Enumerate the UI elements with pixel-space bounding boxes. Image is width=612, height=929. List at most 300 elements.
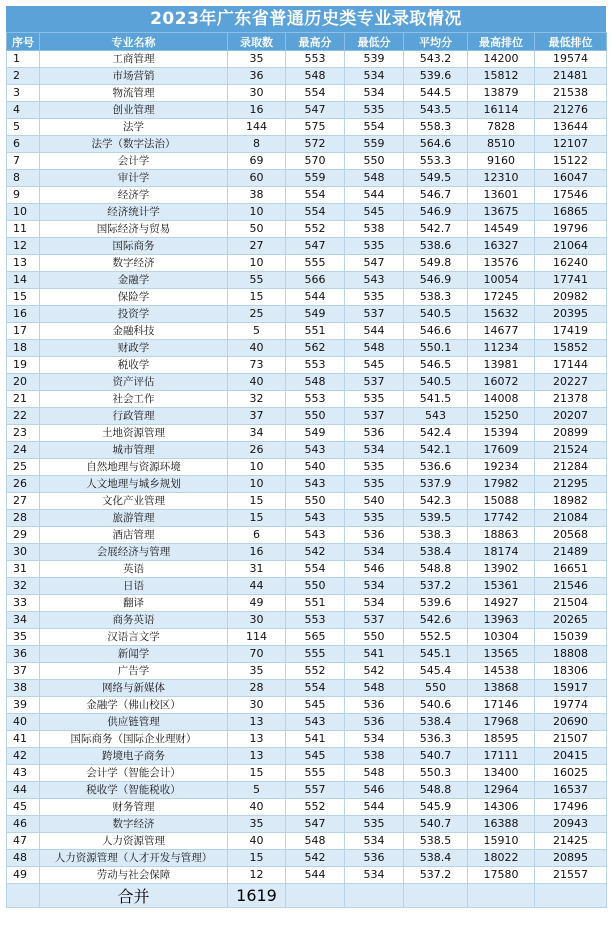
table-row bbox=[7, 748, 607, 765]
table-row bbox=[7, 663, 607, 680]
cell-major-name: 人力资源管理（人才开发与管理） bbox=[40, 850, 228, 867]
cell-seq: 40 bbox=[7, 714, 40, 731]
cell-lowest-rank: 20568 bbox=[535, 527, 607, 544]
cell-avg-score: 548.8 bbox=[404, 561, 468, 578]
cell-max-score: 545 bbox=[286, 697, 345, 714]
header-avg-score: 平均分 bbox=[404, 33, 468, 51]
cell-admitted-count: 50 bbox=[228, 221, 286, 238]
cell-major-name: 网络与新媒体 bbox=[40, 680, 228, 697]
cell-seq: 37 bbox=[7, 663, 40, 680]
cell-avg-score: 546.7 bbox=[404, 187, 468, 204]
cell-major-name: 城市管理 bbox=[40, 442, 228, 459]
cell-seq: 9 bbox=[7, 187, 40, 204]
cell-avg-score: 538.3 bbox=[404, 527, 468, 544]
header-admitted-count: 录取数 bbox=[228, 33, 286, 51]
cell-avg-score: 538.5 bbox=[404, 833, 468, 850]
cell-max-score: 552 bbox=[286, 221, 345, 238]
cell-admitted-count: 144 bbox=[228, 119, 286, 136]
cell-seq: 30 bbox=[7, 544, 40, 561]
cell-min-score: 535 bbox=[345, 289, 404, 306]
cell-major-name: 法学 bbox=[40, 119, 228, 136]
cell-lowest-rank: 20207 bbox=[535, 408, 607, 425]
cell-admitted-count: 6 bbox=[228, 527, 286, 544]
cell-admitted-count: 49 bbox=[228, 595, 286, 612]
cell-admitted-count: 73 bbox=[228, 357, 286, 374]
table-row bbox=[7, 510, 607, 527]
cell-max-score: 562 bbox=[286, 340, 345, 357]
cell-max-score: 547 bbox=[286, 102, 345, 119]
cell-min-score: 534 bbox=[345, 85, 404, 102]
cell-seq: 49 bbox=[7, 867, 40, 884]
cell-highest-rank: 16327 bbox=[468, 238, 535, 255]
cell-lowest-rank: 17741 bbox=[535, 272, 607, 289]
cell-max-score: 549 bbox=[286, 306, 345, 323]
cell-seq: 17 bbox=[7, 323, 40, 340]
cell-lowest-rank: 18982 bbox=[535, 493, 607, 510]
cell-min-score: 536 bbox=[345, 425, 404, 442]
cell-highest-rank: 15361 bbox=[468, 578, 535, 595]
cell-avg-score: 540.7 bbox=[404, 816, 468, 833]
cell-major-name: 社会工作 bbox=[40, 391, 228, 408]
cell-highest-rank: 9160 bbox=[468, 153, 535, 170]
cell-seq: 2 bbox=[7, 68, 40, 85]
table-row bbox=[7, 731, 607, 748]
cell-max-score: 548 bbox=[286, 833, 345, 850]
cell-seq: 46 bbox=[7, 816, 40, 833]
cell-seq: 38 bbox=[7, 680, 40, 697]
header-max-score: 最高分 bbox=[286, 33, 345, 51]
cell-max-score: 553 bbox=[286, 357, 345, 374]
table-row bbox=[7, 527, 607, 544]
cell-lowest-rank: 21378 bbox=[535, 391, 607, 408]
cell-admitted-count: 15 bbox=[228, 289, 286, 306]
cell-lowest-rank: 20943 bbox=[535, 816, 607, 833]
cell-highest-rank: 14008 bbox=[468, 391, 535, 408]
cell-lowest-rank: 20415 bbox=[535, 748, 607, 765]
cell-min-score: 548 bbox=[345, 170, 404, 187]
cell-major-name: 国际经济与贸易 bbox=[40, 221, 228, 238]
cell-avg-score: 538.3 bbox=[404, 289, 468, 306]
total-empty bbox=[286, 884, 345, 908]
cell-lowest-rank: 12107 bbox=[535, 136, 607, 153]
cell-highest-rank: 12310 bbox=[468, 170, 535, 187]
cell-lowest-rank: 21295 bbox=[535, 476, 607, 493]
cell-avg-score: 542.1 bbox=[404, 442, 468, 459]
table-row bbox=[7, 425, 607, 442]
cell-min-score: 535 bbox=[345, 459, 404, 476]
cell-major-name: 酒店管理 bbox=[40, 527, 228, 544]
cell-major-name: 跨境电子商务 bbox=[40, 748, 228, 765]
cell-avg-score: 538.6 bbox=[404, 238, 468, 255]
cell-lowest-rank: 20227 bbox=[535, 374, 607, 391]
cell-max-score: 572 bbox=[286, 136, 345, 153]
cell-major-name: 供应链管理 bbox=[40, 714, 228, 731]
cell-seq: 48 bbox=[7, 850, 40, 867]
header-lowest-rank: 最低排位 bbox=[535, 33, 607, 51]
table-row bbox=[7, 629, 607, 646]
table-row bbox=[7, 612, 607, 629]
cell-min-score: 544 bbox=[345, 187, 404, 204]
cell-highest-rank: 18595 bbox=[468, 731, 535, 748]
cell-seq: 31 bbox=[7, 561, 40, 578]
cell-lowest-rank: 15917 bbox=[535, 680, 607, 697]
cell-lowest-rank: 18306 bbox=[535, 663, 607, 680]
table-row bbox=[7, 799, 607, 816]
cell-min-score: 535 bbox=[345, 102, 404, 119]
cell-seq: 34 bbox=[7, 612, 40, 629]
cell-avg-score: 543.2 bbox=[404, 51, 468, 68]
cell-seq: 15 bbox=[7, 289, 40, 306]
cell-seq: 13 bbox=[7, 255, 40, 272]
total-empty bbox=[535, 884, 607, 908]
table-row bbox=[7, 867, 607, 884]
cell-max-score: 554 bbox=[286, 204, 345, 221]
cell-highest-rank: 15250 bbox=[468, 408, 535, 425]
total-empty bbox=[468, 884, 535, 908]
table-row bbox=[7, 119, 607, 136]
cell-highest-rank: 16072 bbox=[468, 374, 535, 391]
cell-major-name: 经济统计学 bbox=[40, 204, 228, 221]
cell-major-name: 金融学 bbox=[40, 272, 228, 289]
cell-avg-score: 540.5 bbox=[404, 306, 468, 323]
cell-max-score: 554 bbox=[286, 561, 345, 578]
table-body bbox=[7, 51, 607, 884]
cell-min-score: 550 bbox=[345, 153, 404, 170]
table-row bbox=[7, 272, 607, 289]
cell-lowest-rank: 16025 bbox=[535, 765, 607, 782]
cell-avg-score: 538.4 bbox=[404, 714, 468, 731]
table-row bbox=[7, 306, 607, 323]
cell-seq: 29 bbox=[7, 527, 40, 544]
cell-highest-rank: 17742 bbox=[468, 510, 535, 527]
cell-major-name: 工商管理 bbox=[40, 51, 228, 68]
cell-highest-rank: 13565 bbox=[468, 646, 535, 663]
cell-min-score: 534 bbox=[345, 867, 404, 884]
cell-max-score: 549 bbox=[286, 425, 345, 442]
cell-admitted-count: 16 bbox=[228, 544, 286, 561]
cell-seq: 26 bbox=[7, 476, 40, 493]
cell-avg-score: 538.4 bbox=[404, 544, 468, 561]
cell-admitted-count: 70 bbox=[228, 646, 286, 663]
cell-max-score: 553 bbox=[286, 391, 345, 408]
cell-lowest-rank: 17419 bbox=[535, 323, 607, 340]
cell-min-score: 538 bbox=[345, 221, 404, 238]
cell-highest-rank: 13400 bbox=[468, 765, 535, 782]
cell-min-score: 538 bbox=[345, 748, 404, 765]
cell-seq: 47 bbox=[7, 833, 40, 850]
cell-lowest-rank: 16651 bbox=[535, 561, 607, 578]
cell-avg-score: 550.3 bbox=[404, 765, 468, 782]
cell-max-score: 552 bbox=[286, 799, 345, 816]
cell-admitted-count: 60 bbox=[228, 170, 286, 187]
cell-min-score: 534 bbox=[345, 731, 404, 748]
cell-lowest-rank: 19774 bbox=[535, 697, 607, 714]
cell-seq: 6 bbox=[7, 136, 40, 153]
table-row bbox=[7, 68, 607, 85]
cell-major-name: 投资学 bbox=[40, 306, 228, 323]
cell-admitted-count: 15 bbox=[228, 765, 286, 782]
cell-admitted-count: 30 bbox=[228, 612, 286, 629]
cell-max-score: 547 bbox=[286, 816, 345, 833]
total-empty bbox=[404, 884, 468, 908]
cell-avg-score: 546.5 bbox=[404, 357, 468, 374]
cell-min-score: 537 bbox=[345, 374, 404, 391]
cell-highest-rank: 17968 bbox=[468, 714, 535, 731]
cell-admitted-count: 32 bbox=[228, 391, 286, 408]
cell-seq: 18 bbox=[7, 340, 40, 357]
cell-lowest-rank: 15039 bbox=[535, 629, 607, 646]
cell-highest-rank: 14200 bbox=[468, 51, 535, 68]
cell-highest-rank: 14927 bbox=[468, 595, 535, 612]
cell-lowest-rank: 16240 bbox=[535, 255, 607, 272]
cell-max-score: 550 bbox=[286, 408, 345, 425]
table-row bbox=[7, 476, 607, 493]
cell-admitted-count: 30 bbox=[228, 697, 286, 714]
cell-avg-score: 538.4 bbox=[404, 850, 468, 867]
table-row bbox=[7, 51, 607, 68]
cell-avg-score: 542.3 bbox=[404, 493, 468, 510]
header-major-name: 专业名称 bbox=[40, 33, 228, 51]
cell-max-score: 566 bbox=[286, 272, 345, 289]
cell-min-score: 544 bbox=[345, 799, 404, 816]
cell-max-score: 557 bbox=[286, 782, 345, 799]
cell-highest-rank: 16388 bbox=[468, 816, 535, 833]
cell-admitted-count: 13 bbox=[228, 731, 286, 748]
cell-avg-score: 544.5 bbox=[404, 85, 468, 102]
cell-major-name: 数字经济 bbox=[40, 255, 228, 272]
cell-min-score: 550 bbox=[345, 629, 404, 646]
cell-min-score: 537 bbox=[345, 408, 404, 425]
cell-lowest-rank: 17496 bbox=[535, 799, 607, 816]
header-seq: 序号 bbox=[7, 33, 40, 51]
cell-admitted-count: 37 bbox=[228, 408, 286, 425]
cell-min-score: 535 bbox=[345, 476, 404, 493]
cell-min-score: 559 bbox=[345, 136, 404, 153]
cell-seq: 19 bbox=[7, 357, 40, 374]
cell-admitted-count: 38 bbox=[228, 187, 286, 204]
table-row bbox=[7, 374, 607, 391]
table-row bbox=[7, 646, 607, 663]
cell-seq: 1 bbox=[7, 51, 40, 68]
cell-highest-rank: 14538 bbox=[468, 663, 535, 680]
table-row bbox=[7, 136, 607, 153]
cell-lowest-rank: 21064 bbox=[535, 238, 607, 255]
table-row bbox=[7, 323, 607, 340]
cell-admitted-count: 55 bbox=[228, 272, 286, 289]
cell-lowest-rank: 13644 bbox=[535, 119, 607, 136]
cell-min-score: 536 bbox=[345, 850, 404, 867]
cell-admitted-count: 13 bbox=[228, 748, 286, 765]
cell-admitted-count: 13 bbox=[228, 714, 286, 731]
cell-avg-score: 542.4 bbox=[404, 425, 468, 442]
cell-admitted-count: 10 bbox=[228, 459, 286, 476]
cell-max-score: 547 bbox=[286, 238, 345, 255]
cell-admitted-count: 30 bbox=[228, 85, 286, 102]
cell-lowest-rank: 20982 bbox=[535, 289, 607, 306]
cell-avg-score: 564.6 bbox=[404, 136, 468, 153]
table-row bbox=[7, 850, 607, 867]
cell-admitted-count: 69 bbox=[228, 153, 286, 170]
cell-seq: 3 bbox=[7, 85, 40, 102]
cell-major-name: 旅游管理 bbox=[40, 510, 228, 527]
table-header-row bbox=[7, 33, 607, 51]
table-row bbox=[7, 714, 607, 731]
cell-major-name: 广告学 bbox=[40, 663, 228, 680]
cell-major-name: 劳动与社会保障 bbox=[40, 867, 228, 884]
cell-avg-score: 550.1 bbox=[404, 340, 468, 357]
cell-min-score: 534 bbox=[345, 68, 404, 85]
cell-highest-rank: 17580 bbox=[468, 867, 535, 884]
cell-avg-score: 540.6 bbox=[404, 697, 468, 714]
cell-min-score: 537 bbox=[345, 612, 404, 629]
cell-highest-rank: 16114 bbox=[468, 102, 535, 119]
cell-min-score: 534 bbox=[345, 833, 404, 850]
cell-avg-score: 540.5 bbox=[404, 374, 468, 391]
table-row bbox=[7, 680, 607, 697]
cell-seq: 35 bbox=[7, 629, 40, 646]
cell-min-score: 540 bbox=[345, 493, 404, 510]
cell-admitted-count: 15 bbox=[228, 510, 286, 527]
cell-avg-score: 558.3 bbox=[404, 119, 468, 136]
cell-lowest-rank: 21084 bbox=[535, 510, 607, 527]
cell-highest-rank: 17982 bbox=[468, 476, 535, 493]
table-row bbox=[7, 85, 607, 102]
cell-min-score: 536 bbox=[345, 697, 404, 714]
admission-table-container bbox=[6, 6, 606, 908]
table-row bbox=[7, 833, 607, 850]
table-row bbox=[7, 561, 607, 578]
cell-admitted-count: 40 bbox=[228, 340, 286, 357]
cell-seq: 10 bbox=[7, 204, 40, 221]
cell-min-score: 543 bbox=[345, 272, 404, 289]
cell-highest-rank: 11234 bbox=[468, 340, 535, 357]
cell-highest-rank: 12964 bbox=[468, 782, 535, 799]
cell-min-score: 544 bbox=[345, 323, 404, 340]
table-row bbox=[7, 697, 607, 714]
cell-lowest-rank: 20899 bbox=[535, 425, 607, 442]
cell-admitted-count: 10 bbox=[228, 204, 286, 221]
cell-highest-rank: 10304 bbox=[468, 629, 535, 646]
cell-major-name: 会展经济与管理 bbox=[40, 544, 228, 561]
cell-lowest-rank: 21489 bbox=[535, 544, 607, 561]
cell-admitted-count: 10 bbox=[228, 255, 286, 272]
cell-avg-score: 539.6 bbox=[404, 595, 468, 612]
table-row bbox=[7, 153, 607, 170]
cell-major-name: 经济学 bbox=[40, 187, 228, 204]
cell-highest-rank: 14677 bbox=[468, 323, 535, 340]
table-row bbox=[7, 340, 607, 357]
cell-avg-score: 537.2 bbox=[404, 867, 468, 884]
cell-max-score: 544 bbox=[286, 867, 345, 884]
cell-min-score: 541 bbox=[345, 646, 404, 663]
table-row bbox=[7, 544, 607, 561]
cell-min-score: 547 bbox=[345, 255, 404, 272]
table-row bbox=[7, 782, 607, 799]
cell-lowest-rank: 19574 bbox=[535, 51, 607, 68]
cell-admitted-count: 35 bbox=[228, 51, 286, 68]
cell-min-score: 546 bbox=[345, 561, 404, 578]
cell-seq: 21 bbox=[7, 391, 40, 408]
cell-major-name: 日语 bbox=[40, 578, 228, 595]
cell-major-name: 国际商务（国际企业理财） bbox=[40, 731, 228, 748]
cell-lowest-rank: 18808 bbox=[535, 646, 607, 663]
table-row bbox=[7, 765, 607, 782]
cell-highest-rank: 14549 bbox=[468, 221, 535, 238]
total-count: 1619 bbox=[228, 884, 286, 908]
cell-min-score: 545 bbox=[345, 204, 404, 221]
cell-lowest-rank: 15852 bbox=[535, 340, 607, 357]
cell-highest-rank: 13601 bbox=[468, 187, 535, 204]
table-row bbox=[7, 391, 607, 408]
cell-avg-score: 542.7 bbox=[404, 221, 468, 238]
cell-min-score: 539 bbox=[345, 51, 404, 68]
cell-seq: 25 bbox=[7, 459, 40, 476]
cell-lowest-rank: 21524 bbox=[535, 442, 607, 459]
cell-lowest-rank: 20395 bbox=[535, 306, 607, 323]
cell-avg-score: 537.9 bbox=[404, 476, 468, 493]
table-row bbox=[7, 221, 607, 238]
cell-avg-score: 543.5 bbox=[404, 102, 468, 119]
cell-avg-score: 541.5 bbox=[404, 391, 468, 408]
cell-admitted-count: 15 bbox=[228, 493, 286, 510]
cell-major-name: 数字经济 bbox=[40, 816, 228, 833]
cell-avg-score: 536.6 bbox=[404, 459, 468, 476]
table-row bbox=[7, 816, 607, 833]
cell-seq: 42 bbox=[7, 748, 40, 765]
cell-highest-rank: 13981 bbox=[468, 357, 535, 374]
cell-seq: 33 bbox=[7, 595, 40, 612]
cell-admitted-count: 16 bbox=[228, 102, 286, 119]
table-row bbox=[7, 289, 607, 306]
cell-major-name: 资产评估 bbox=[40, 374, 228, 391]
cell-major-name: 土地资源管理 bbox=[40, 425, 228, 442]
cell-admitted-count: 40 bbox=[228, 799, 286, 816]
cell-avg-score: 549.8 bbox=[404, 255, 468, 272]
cell-seq: 39 bbox=[7, 697, 40, 714]
cell-admitted-count: 44 bbox=[228, 578, 286, 595]
cell-min-score: 535 bbox=[345, 816, 404, 833]
table-row bbox=[7, 357, 607, 374]
cell-min-score: 535 bbox=[345, 510, 404, 527]
cell-lowest-rank: 21504 bbox=[535, 595, 607, 612]
cell-major-name: 新闻学 bbox=[40, 646, 228, 663]
cell-seq: 28 bbox=[7, 510, 40, 527]
cell-max-score: 555 bbox=[286, 255, 345, 272]
page-title: 2023年广东省普通历史类专业录取情况 bbox=[6, 6, 606, 32]
table-row bbox=[7, 442, 607, 459]
cell-avg-score: 536.3 bbox=[404, 731, 468, 748]
cell-major-name: 人力资源管理 bbox=[40, 833, 228, 850]
table-row bbox=[7, 102, 607, 119]
cell-highest-rank: 18022 bbox=[468, 850, 535, 867]
cell-max-score: 554 bbox=[286, 85, 345, 102]
cell-major-name: 人文地理与城乡规划 bbox=[40, 476, 228, 493]
cell-seq: 22 bbox=[7, 408, 40, 425]
cell-avg-score: 549.5 bbox=[404, 170, 468, 187]
cell-major-name: 自然地理与资源环境 bbox=[40, 459, 228, 476]
cell-lowest-rank: 21557 bbox=[535, 867, 607, 884]
cell-seq: 16 bbox=[7, 306, 40, 323]
cell-max-score: 543 bbox=[286, 442, 345, 459]
cell-seq: 23 bbox=[7, 425, 40, 442]
cell-max-score: 552 bbox=[286, 663, 345, 680]
cell-major-name: 审计学 bbox=[40, 170, 228, 187]
cell-max-score: 559 bbox=[286, 170, 345, 187]
cell-highest-rank: 13963 bbox=[468, 612, 535, 629]
cell-avg-score: 546.9 bbox=[404, 272, 468, 289]
cell-lowest-rank: 21284 bbox=[535, 459, 607, 476]
cell-max-score: 565 bbox=[286, 629, 345, 646]
